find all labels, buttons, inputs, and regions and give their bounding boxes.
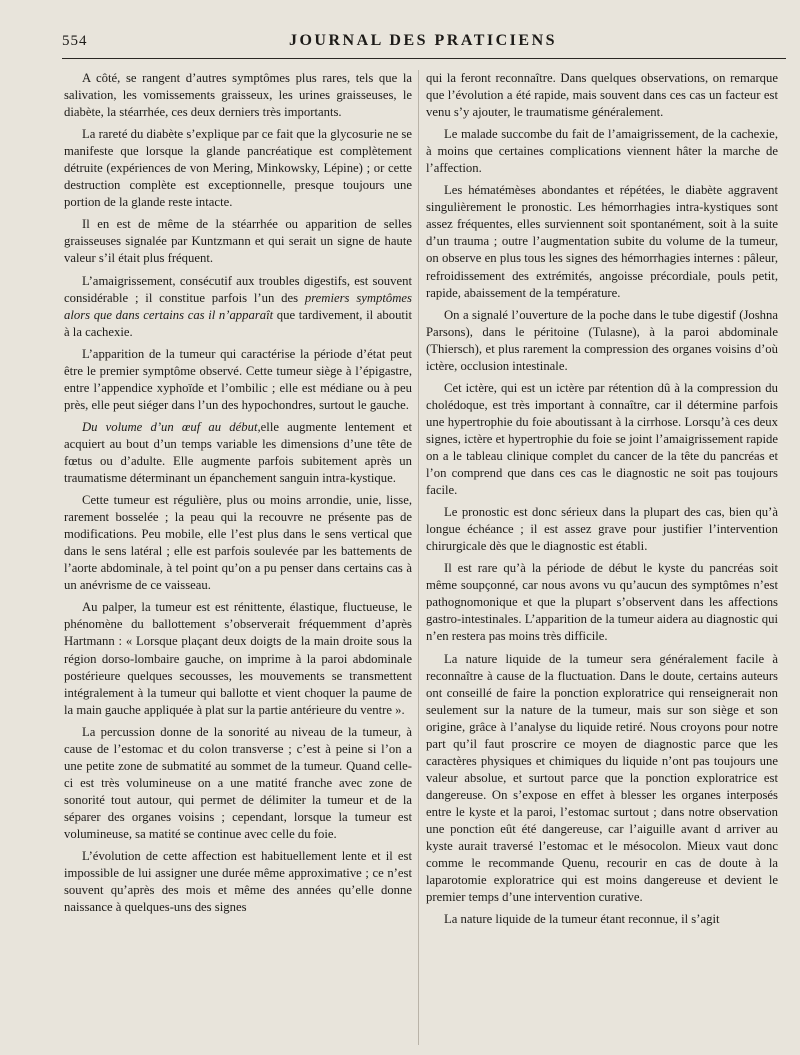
paragraph: Cet ictère, qui est un ictère par rétention dû à la compression du cholédoque, est très important à connaître, car il détermine parfois une hypertrophie du foie aboutissant à la cirrhose. Lorsqu’à ces deux signes, ictère et hypertrophie du foie se joint l’amaigrissement rapide on a le tableau clinique complet du cancer de la tête du pancréas et l’on comprend que dans ces cas le diagnostic ne soit pas toujours facile.: [426, 380, 778, 498]
running-title: JOURNAL DES PRATICIENS: [288, 32, 558, 49]
paragraph: Il est rare qu’à la période de début le kyste du pancréas soit même soupçonné, car nous avons vu qu’aucun des symptômes n’est pathognomonique et que la plupart s’observent dans les affections gastro-intestinales. L’apparition de la tumeur aidera au diagnostic qui n’en restera pas moins très difficile.: [426, 561, 778, 644]
paragraph: La rareté du diabète s’explique par ce fait que la glycosurie ne se manifeste que lorsque la glande pancréatique est complètement détruite (expériences de von Mering, Minkowsky, Lépine) ; or cette destruction complète est exceptionnelle, presque toujours une portion de la glande reste intacte.: [64, 127, 412, 210]
column-divider: [418, 70, 419, 1045]
paragraph: L’évolution de cette affection est habituellement lente et il est impossible de lui assigner une durée même approximative ; ce n’est souvent qu’après des mois et même des années qu’elle donne naissance à quelques-uns des signes: [64, 849, 412, 915]
paragraph: On a signalé l’ouverture de la poche dans le tube digestif (Joshna Parsons), dans le péritoine (Tulasne), à la paroi abdominale (Thiersch), et plus rarement la compression des organes voisins d’où ictère, occlusion intestinale.: [426, 307, 778, 373]
page-header: [62, 30, 784, 58]
italic-emphasis: premiers symptômes alors que dans certains cas il n’apparaît: [64, 290, 412, 322]
paragraph: Cette tumeur est régulière, plus ou moins arrondie, unie, lisse, rarement bosselée ; la peau qui la recouvre ne présente pas de modifications. Peu mobile, elle l’est plus dans le sens vertical que dans le sens latéral ; elle est parfois soulevée par les battements de l’aorte abdominale, à tel point qu’on a pu penser dans certains cas à un anévrisme de ce vaisseau.: [64, 493, 412, 593]
paragraph: L’apparition de la tumeur qui caractérise la période d’état peut être le premier symptôme observé. Cette tumeur siège à l’épigastre, entre l’appendice xyphoïde et l’ombilic ; elle est médiane ou à peu près, elle peut siéger dans l’un des hypochondres, surtout le gauche.: [64, 346, 412, 412]
left-column: [64, 70, 412, 1045]
paragraph-text: que tardivement, il aboutit à la cachexie.: [64, 307, 412, 339]
right-column: [426, 70, 778, 1045]
paragraph: La percussion donne de la sonorité au niveau de la tumeur, à cause de l’estomac et du colon transverse ; c’est à peine si l’on a une petite zone de submatité au sommet de la tumeur. Quand celle-ci est très volumineuse on a une matité franche avec zone de sonorité tout autour, qui permet de délimiter la tumeur et de la séparer des organes voisins ; cependant, lorsque la tumeur est volumineuse, sa matité se continue avec celle du foie.: [64, 724, 412, 841]
paragraph: Le pronostic est donc sérieux dans la plupart des cas, bien qu’à longue échéance ; il est assez grave pour justifier l’intervention chirurgicale dès que le diagnostic est établi.: [426, 505, 778, 554]
paragraph-text: L’amaigrissement, consécutif aux troubles digestifs, est souvent considérable ; il constitue parfois l’un des: [64, 273, 412, 305]
paragraph: Au palper, la tumeur est est rénittente, élastique, fluctueuse, le phénomène du ballottement s’observerait fréquemment d’après Hartmann : « Lorsque plaçant deux doigts de la main droite sous la région dorso-lombaire gauche, on imprime à la paroi abdominale postérieure quelques secousses, les mouvements se transmettent intégralement à la tumeur qui ballotte et vient choquer la paume de la main gauche appliquée à plat sur la partie antérieure du ventre ».: [64, 600, 412, 717]
paragraph: Le malade succombe du fait de l’amaigrissement, de la cachexie, à moins que certaines complications viennent hâter la marche de l’affection.: [426, 127, 778, 176]
paragraph: La nature liquide de la tumeur étant reconnue, il s’agit: [444, 912, 720, 927]
paragraph: Les hématémèses abondantes et répétées, le diabète aggravent singulièrement le pronostic. Les hémorrhagies intra-kystiques sont assez fréquentes, elles surviennent soit spontanément, soit à la suite d’un trauma ; outre l’augmentation subite du volume de la tumeur, on observe en plus tous les signes des hémorrhagies internes : pâleur, refroidissement des extrémités, angoisse précordiale, pouls petit, rapide, abaissement de la température.: [426, 183, 778, 300]
paragraph-text: elle augmente lentement et acquiert au bout d’un temps variable les dimensions d’une tête de fœtus ou d’adulte. Elle augmente parfois subitement après un traumatisme déterminant un épanchement sanguin intra-kystique.: [64, 419, 412, 486]
header-rule: [62, 58, 786, 59]
paragraph: [64, 419, 412, 487]
paragraph: La nature liquide de la tumeur sera généralement facile à reconnaître à cause de la fluctuation. Dans le doute, certains auteurs ont conseillé de faire la ponction exploratrice qui renseignerait non seulement sur la nature de la tumeur, mais sur son siège et son origine, grâce à l’analyse du liquide retiré. Nous croyons pour notre part qu’il faut proscrire ce moyen de diagnostic parce que les caractères physiques et chimiques du liquide n’ont pas toujours une valeur absolue, et surtout parce que la ponction exploratrice est dangereuse. On s’expose en effet à blesser les organes interposés entre le kyste et la paroi, l’estomac surtout ; dans notre observation une ponction eût été dangereuse, car l’aiguille avant d arriver au kyste aurait traversé l’estomac et le mésocolon. Mieux vaut donc comme le recommande Quenu, recourir en cas de doute à la laparotomie exploratrice qui est moins dangereuse et devient le premier temps d’une intervention curative.: [426, 651, 778, 905]
page-number: 554: [62, 33, 88, 49]
paragraph: A côté, se rangent d’autres symptômes plus rares, tels que la salivation, les vomissements graisseux, les urines graisseuses, le diabète, la stéarrhée, ces deux derniers très importants.: [64, 71, 412, 120]
paragraph: qui la feront reconnaître. Dans quelques observations, on remarque que l’évolution a été rapide, mais souvent dans ces cas un facteur est venu s’y ajouter, le traumatisme généralement.: [426, 71, 778, 120]
paragraph: Il en est de même de la stéarrhée ou apparition de selles graisseuses signalée par Kuntzmann et qui serait un signe de haute valeur s’il était plus fréquent.: [64, 217, 412, 266]
italic-emphasis: Du volume d’un œuf au début,: [82, 419, 261, 434]
paragraph: [64, 273, 412, 341]
